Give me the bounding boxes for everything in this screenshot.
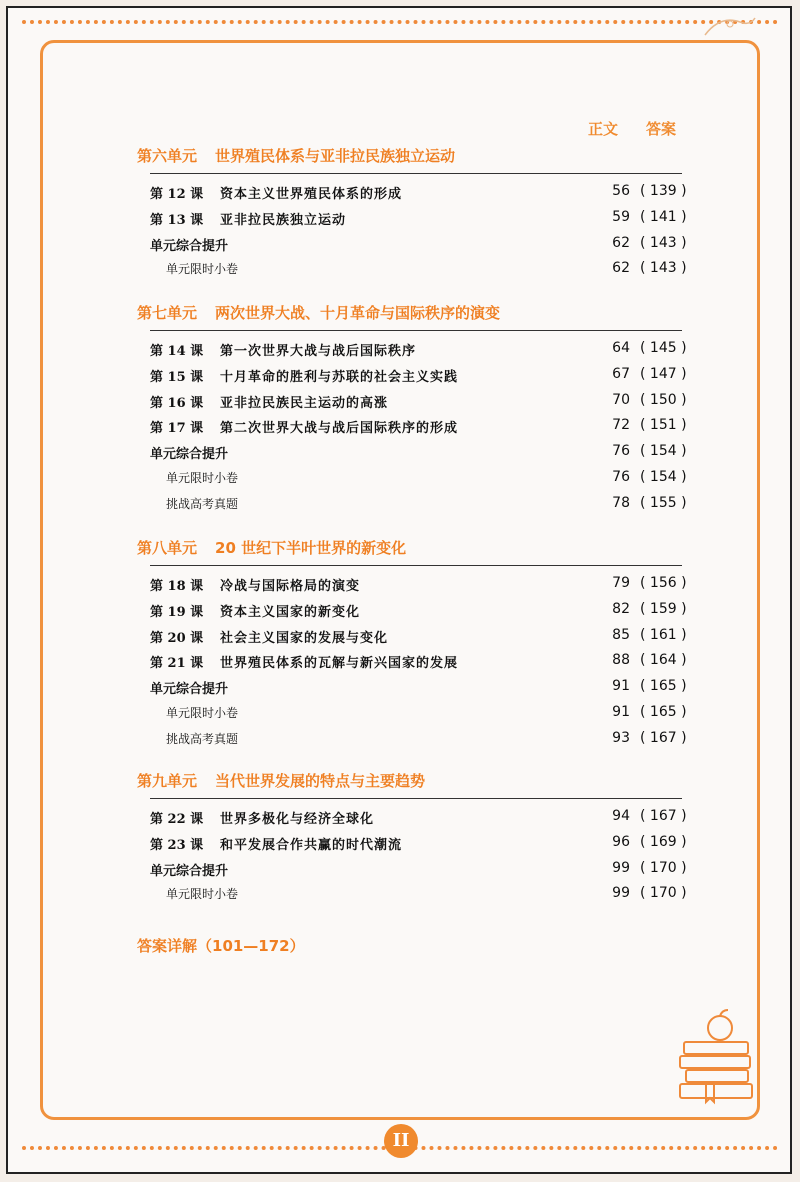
section-row[interactable] <box>150 704 690 724</box>
unit-divider <box>150 173 682 174</box>
sub-section-label: 单元限时小卷 <box>166 887 239 902</box>
lesson-row[interactable] <box>150 652 690 672</box>
section-row[interactable] <box>150 730 690 750</box>
unit-number: 第六单元 <box>137 147 198 165</box>
lesson-title: 十月革命的胜利与苏联的社会主义实践 <box>220 369 459 385</box>
text-page-number: 93 <box>612 729 630 746</box>
lesson-number: 第 23 课 <box>150 837 204 853</box>
text-page-number: 78 <box>612 494 630 511</box>
answer-page-number: ( 167 ) <box>640 808 687 824</box>
section-row[interactable] <box>150 495 690 515</box>
lesson-title: 社会主义国家的发展与变化 <box>220 630 389 646</box>
answer-page-number: ( 170 ) <box>640 859 687 876</box>
text-page-number: 56 <box>612 183 630 199</box>
lesson-row[interactable] <box>150 575 690 595</box>
lesson-row[interactable] <box>150 366 690 386</box>
answer-page-number: ( 141 ) <box>640 208 687 225</box>
lesson-row[interactable] <box>150 183 690 203</box>
lesson-row[interactable] <box>150 808 690 828</box>
column-header-text: 正文 <box>588 120 619 138</box>
lesson-title: 亚非拉民族独立运动 <box>220 212 347 228</box>
text-page-number: 82 <box>612 600 630 617</box>
text-page-number: 70 <box>612 391 630 408</box>
unit-title <box>137 537 406 558</box>
answer-page-number: ( 161 ) <box>640 626 687 643</box>
text-page-number: 91 <box>612 678 630 695</box>
lesson-number: 第 16 课 <box>150 395 204 411</box>
text-page-number: 94 <box>612 808 630 824</box>
lesson-number: 第 18 课 <box>150 579 204 594</box>
books-apple-icon <box>676 1006 756 1106</box>
section-row[interactable] <box>150 443 690 463</box>
section-row[interactable] <box>150 235 690 255</box>
column-header-answer: 答案 <box>646 120 677 138</box>
text-page-number: 96 <box>612 833 630 850</box>
answer-page-number: ( 156 ) <box>640 575 687 591</box>
lesson-title: 世界多极化与经济全球化 <box>220 812 375 827</box>
answer-page-number: ( 165 ) <box>640 704 687 720</box>
text-page-number: 67 <box>612 365 630 382</box>
lesson-number: 第 13 课 <box>150 212 204 228</box>
unit-title <box>137 770 425 791</box>
lesson-row[interactable] <box>150 392 690 412</box>
lesson-number: 第 21 课 <box>150 656 204 672</box>
lesson-title: 亚非拉民族民主运动的高涨 <box>220 395 389 411</box>
unit-divider <box>150 330 682 331</box>
text-page-number: 76 <box>612 443 630 460</box>
lesson-title: 和平发展合作共赢的时代潮流 <box>220 837 403 853</box>
section-row[interactable] <box>150 678 690 698</box>
unit-name: 当代世界发展的特点与主要趋势 <box>215 772 426 790</box>
lesson-row[interactable] <box>150 627 690 647</box>
unit-number: 第八单元 <box>137 539 198 557</box>
lesson-row[interactable] <box>150 340 690 360</box>
unit-number: 第九单元 <box>137 772 198 790</box>
answer-page-number: ( 154 ) <box>640 469 687 485</box>
lesson-title: 资本主义国家的新变化 <box>220 604 361 620</box>
unit-title <box>137 145 455 166</box>
text-page-number: 72 <box>612 417 630 434</box>
lesson-number: 第 20 课 <box>150 630 204 646</box>
sub-section-label: 挑战高考真题 <box>166 731 239 746</box>
answer-page-number: ( 159 ) <box>640 600 687 617</box>
lesson-row[interactable] <box>150 834 690 854</box>
text-page-number: 76 <box>612 469 630 485</box>
lesson-number: 第 12 课 <box>150 187 204 202</box>
text-page-number: 99 <box>612 885 630 902</box>
section-row[interactable] <box>150 469 690 489</box>
lesson-title: 冷战与国际格局的演变 <box>220 579 361 594</box>
answer-page-number: ( 150 ) <box>640 391 687 408</box>
lesson-row[interactable] <box>150 417 690 437</box>
text-page-number: 79 <box>612 575 630 591</box>
lesson-number: 第 19 课 <box>150 604 204 620</box>
unit-number: 第七单元 <box>137 304 198 322</box>
unit-name: 20 世纪下半叶世界的新变化 <box>215 539 407 557</box>
leaf-doodle-icon <box>700 10 760 40</box>
sub-section-label: 单元限时小卷 <box>166 262 239 277</box>
text-page-number: 85 <box>612 626 630 643</box>
text-page-number: 64 <box>612 340 630 356</box>
answer-page-number: ( 169 ) <box>640 833 687 850</box>
lesson-title: 资本主义世界殖民体系的形成 <box>220 187 403 202</box>
answer-page-number: ( 154 ) <box>640 443 687 460</box>
answer-page-number: ( 165 ) <box>640 678 687 695</box>
lesson-title: 第一次世界大战与战后国际秩序 <box>220 344 417 359</box>
answer-page-number: ( 143 ) <box>640 234 687 251</box>
unit-name: 世界殖民体系与亚非拉民族独立运动 <box>215 147 456 165</box>
answer-page-number: ( 170 ) <box>640 885 687 902</box>
section-row[interactable] <box>150 860 690 880</box>
lesson-number: 第 17 课 <box>150 421 204 437</box>
text-page-number: 59 <box>612 208 630 225</box>
section-row[interactable] <box>150 885 690 905</box>
lesson-number: 第 22 课 <box>150 812 204 827</box>
sub-section-label: 单元限时小卷 <box>166 706 239 720</box>
answer-page-number: ( 143 ) <box>640 260 687 277</box>
lesson-number: 第 14 课 <box>150 344 204 359</box>
sub-section-label: 挑战高考真题 <box>166 496 239 511</box>
answer-page-number: ( 151 ) <box>640 417 687 434</box>
answer-page-number: ( 145 ) <box>640 340 687 356</box>
answer-page-number: ( 139 ) <box>640 183 687 199</box>
answer-page-number: ( 155 ) <box>640 494 687 511</box>
sub-section-label: 单元限时小卷 <box>166 471 239 485</box>
unit-review-label: 单元综合提升 <box>150 682 229 698</box>
lesson-number: 第 15 课 <box>150 369 204 385</box>
unit-review-label: 单元综合提升 <box>150 447 229 463</box>
answer-page-number: ( 164 ) <box>640 652 687 669</box>
text-page-number: 99 <box>612 859 630 876</box>
lesson-title: 世界殖民体系的瓦解与新兴国家的发展 <box>220 656 459 672</box>
unit-divider <box>150 565 682 566</box>
unit-review-label: 单元综合提升 <box>150 863 229 879</box>
unit-review-label: 单元综合提升 <box>150 238 229 254</box>
lesson-title: 第二次世界大战与战后国际秩序的形成 <box>220 421 459 437</box>
unit-divider <box>150 798 682 799</box>
answer-detail-heading: 答案详解（101—172） <box>137 937 305 955</box>
lesson-row[interactable] <box>150 601 690 621</box>
answer-page-number: ( 147 ) <box>640 365 687 382</box>
answer-page-number: ( 167 ) <box>640 729 687 746</box>
text-page-number: 91 <box>612 704 630 720</box>
section-row[interactable] <box>150 260 690 280</box>
unit-name: 两次世界大战、十月革命与国际秩序的演变 <box>215 304 501 322</box>
unit-title <box>137 302 500 323</box>
lesson-row[interactable] <box>150 209 690 229</box>
top-dotted-border <box>22 20 778 24</box>
text-page-number: 88 <box>612 652 630 669</box>
text-page-number: 62 <box>612 234 630 251</box>
page-number-badge: II <box>384 1124 418 1158</box>
text-page-number: 62 <box>612 260 630 277</box>
